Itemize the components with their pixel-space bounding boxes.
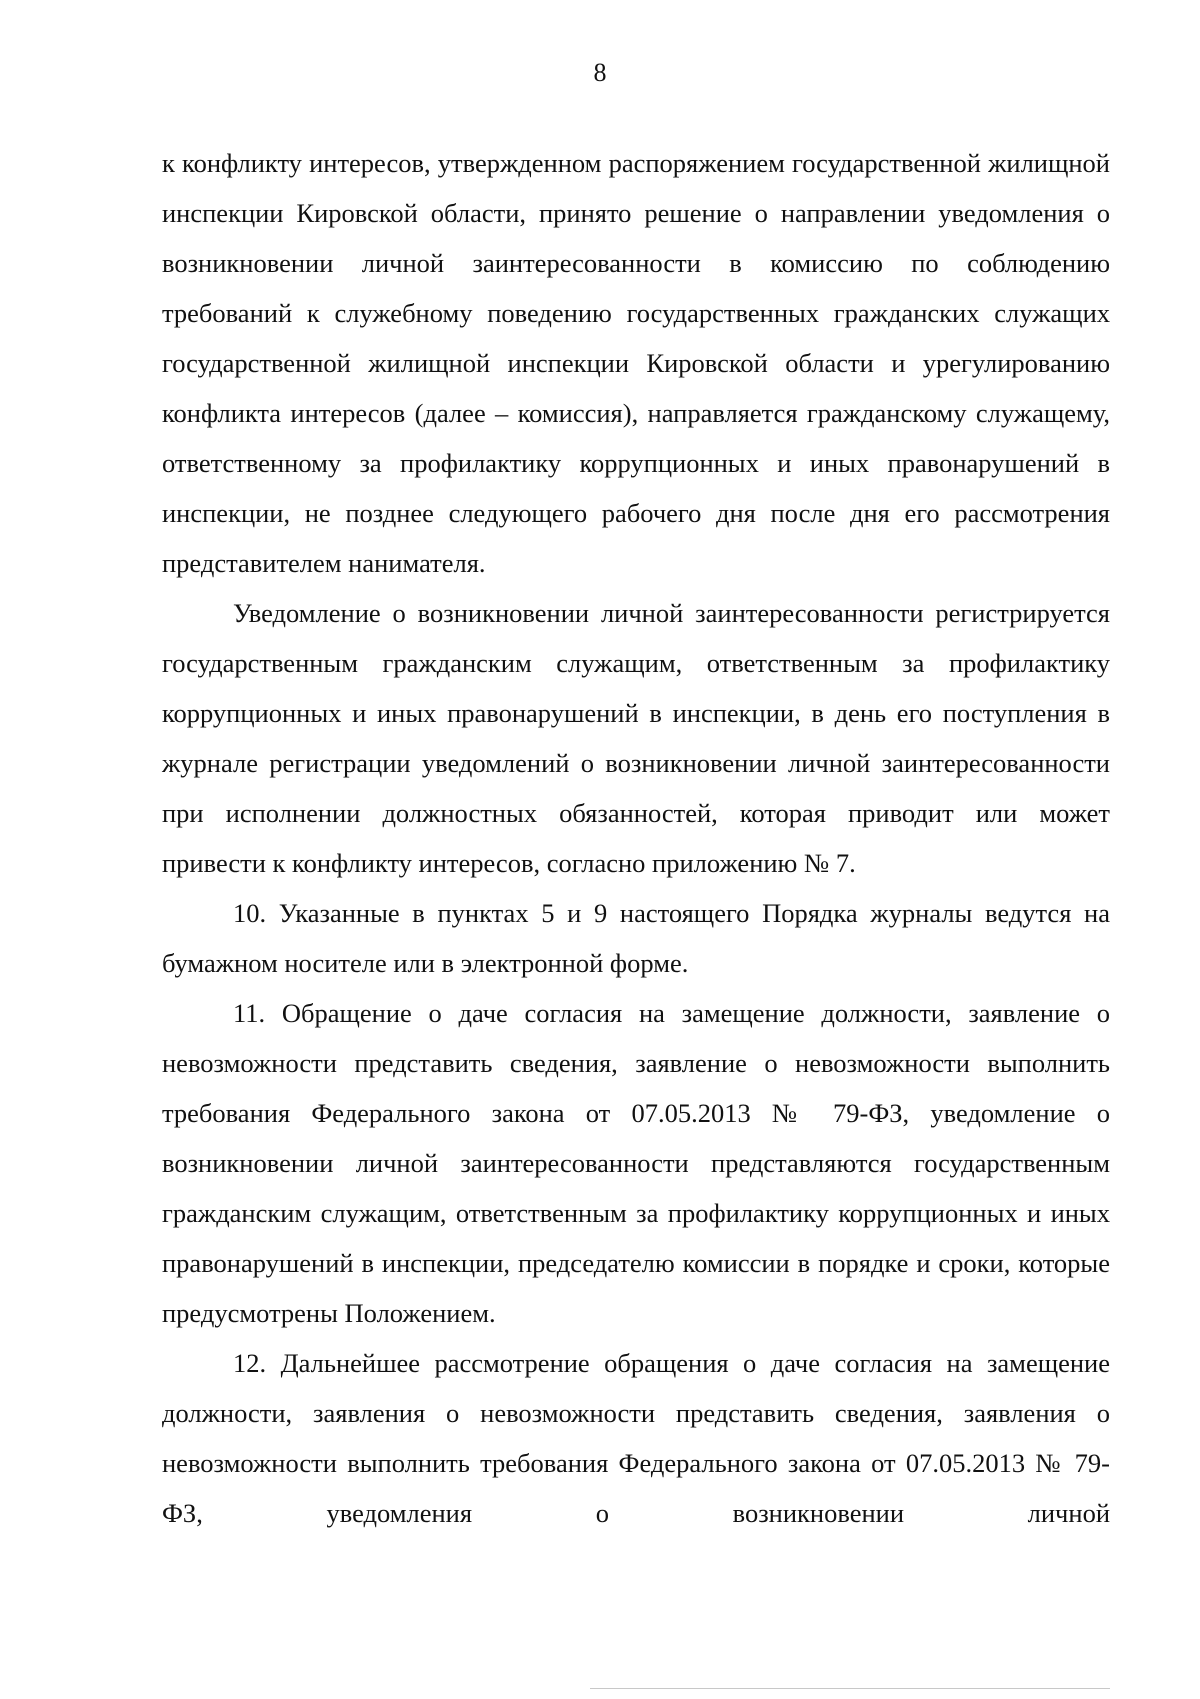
- paragraph-item-10: 10. Указанные в пунктах 5 и 9 настоящего Порядка журналы ведутся на бумажном носителе или в электронной форме.: [162, 898, 1110, 978]
- page-number: 8: [593, 58, 607, 87]
- document-body: [162, 138, 1110, 1538]
- paragraph-item-11: 11. Обращение о даче согласия на замещение должности, заявление о невозможности представить сведения, заявление о невозможности выполнить требования Федерального закона от 07.05.2013 № 79-ФЗ, уведомление о возникновении личной заинтересованности представляются государственным гражданским служащим, ответственным за профилактику коррупционных и иных правонарушений в инспекции, председателю комиссии в порядке и сроки, которые предусмотрены Положением.: [162, 998, 1110, 1328]
- scan-edge-line: [590, 1688, 1110, 1689]
- paragraph-continuation: к конфликту интересов, утвержденном распоряжением государственной жилищной инспекции Кировской области, принято решение о направлении уведомления о возникновении личной заинтересованности в комиссию по соблюдению требований к служебному поведению государственных гражданских служащих государственной жилищной инспекции Кировской области и урегулированию конфликта интересов (далее – комиссия), направляется гражданскому служащему, ответственному за профилактику коррупционных и иных правонарушений в инспекции, не позднее следующего рабочего дня после дня его рассмотрения представителем нанимателя.: [162, 148, 1110, 578]
- paragraph-registration: Уведомление о возникновении личной заинтересованности регистрируется государственным гражданским служащим, ответственным за профилактику коррупционных и иных правонарушений в инспекции, в день его поступления в журнале регистрации уведомлений о возникновении личной заинтересованности при исполнении должностных обязанностей, которая приводит или может привести к конфликту интересов, согласно приложению № 7.: [162, 598, 1110, 878]
- paragraph-item-12: 12. Дальнейшее рассмотрение обращения о даче согласия на замещение должности, заявления о невозможности представить сведения, заявления о невозможности выполнить требования Федерального закона от 07.05.2013 № 79-ФЗ, уведомления о возникновении личной: [162, 1348, 1110, 1528]
